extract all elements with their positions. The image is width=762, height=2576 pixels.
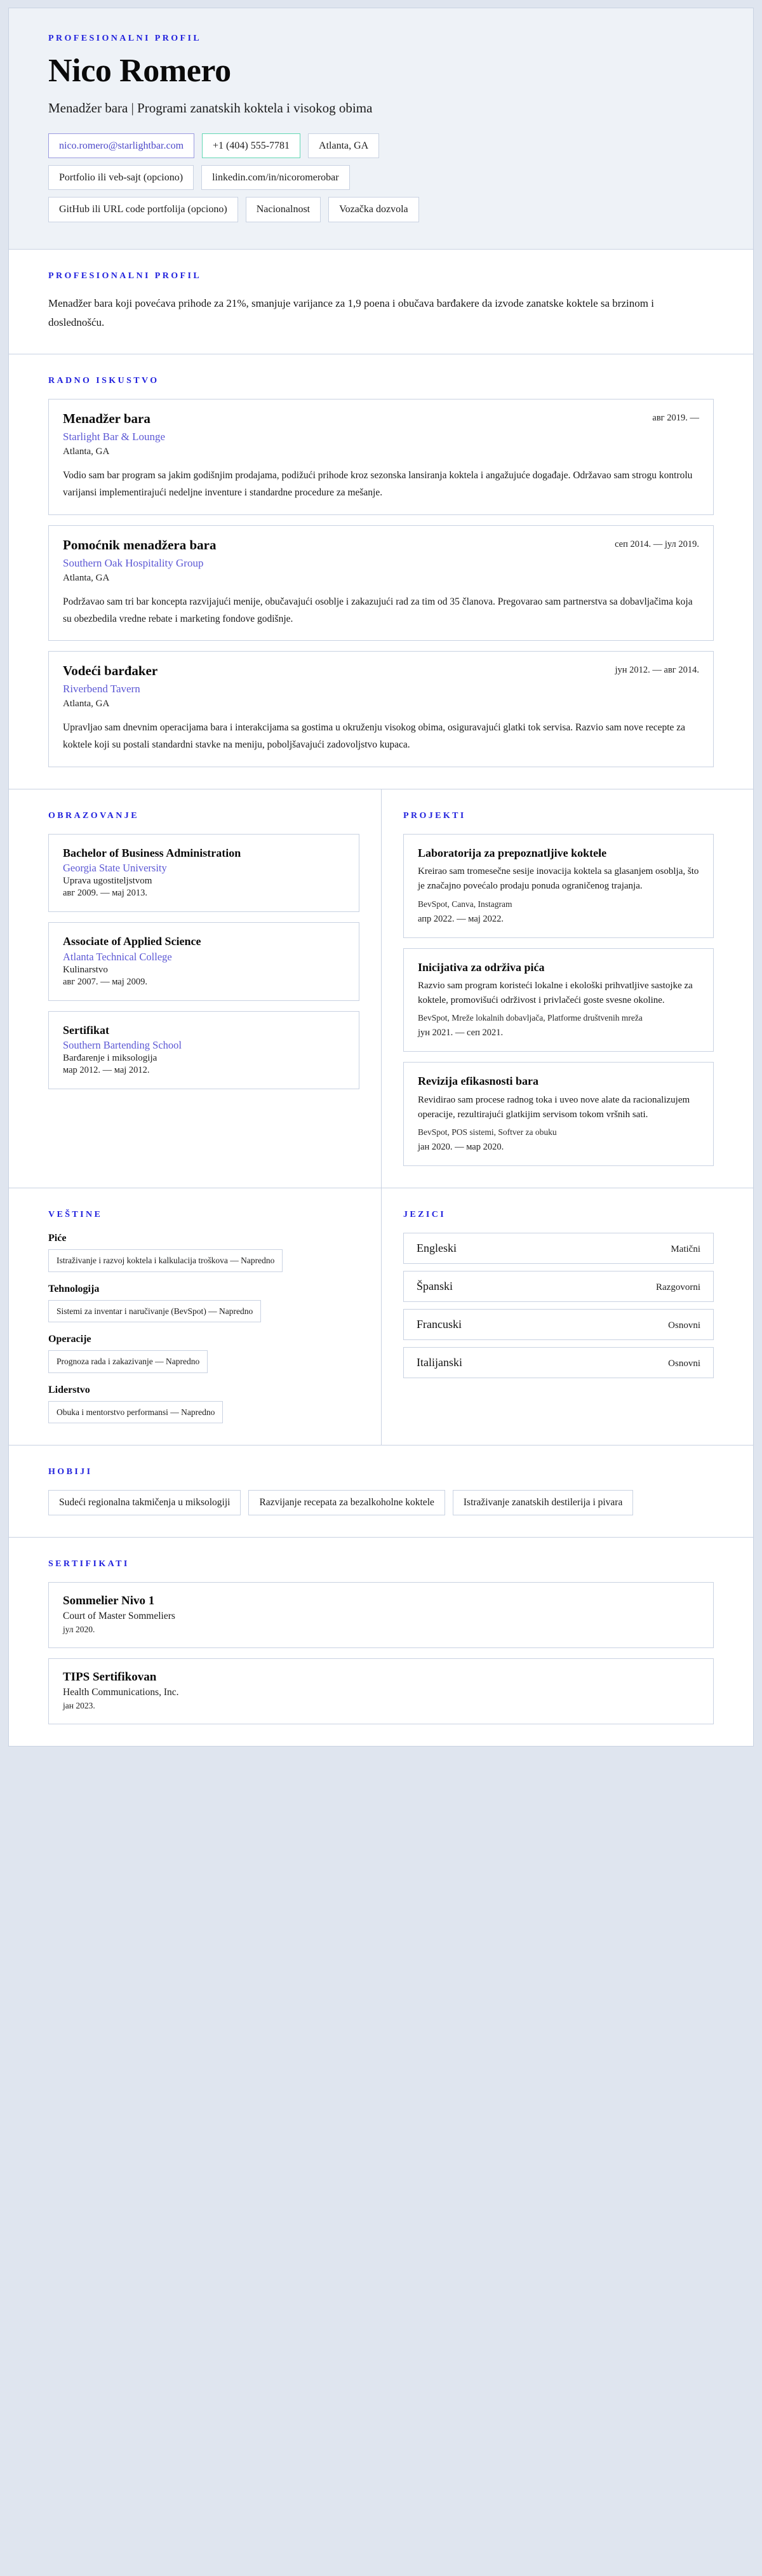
experience-item-header bbox=[63, 663, 699, 679]
language-item bbox=[403, 1233, 714, 1264]
language-item bbox=[403, 1309, 714, 1340]
experience-role: Menadžer bara bbox=[63, 411, 150, 426]
section-projects bbox=[381, 789, 753, 1188]
skill-pill-list bbox=[48, 1350, 359, 1373]
language-name: Francuski bbox=[417, 1318, 462, 1331]
skill-group bbox=[48, 1385, 359, 1424]
hobby-pill-list bbox=[48, 1490, 714, 1515]
education-school[interactable]: Georgia State University bbox=[63, 862, 167, 875]
experience-location: Atlanta, GA bbox=[63, 446, 110, 457]
certification-date: јул 2020. bbox=[63, 1625, 95, 1635]
language-item bbox=[403, 1347, 714, 1378]
experience-item bbox=[48, 651, 714, 767]
section-title-skills: VEŠTINE bbox=[48, 1210, 103, 1220]
project-description: Kreirao sam tromesečne sesije inovacija koktela sa glasanjem osoblja, što je značajno povećalo prodaju ponuda ograničenog trajanja. bbox=[418, 866, 699, 892]
section-languages bbox=[381, 1188, 753, 1445]
language-name: Italijanski bbox=[417, 1356, 462, 1369]
project-name: Revizija efikasnosti bara bbox=[418, 1075, 538, 1088]
skill-group bbox=[48, 1284, 359, 1323]
project-description: Razvio sam program koristeći lokalne i ekološki prihvatljive sastojke za koktele, promovišući održivost i privlačeći goste svesne okoline. bbox=[418, 980, 693, 1006]
language-name: Engleski bbox=[417, 1242, 457, 1255]
project-dates: јан 2020. — мар 2020. bbox=[418, 1142, 504, 1153]
section-title-certifications: SERTIFIKATI bbox=[48, 1559, 130, 1569]
education-school[interactable]: Atlanta Technical College bbox=[63, 950, 172, 963]
project-dates: апр 2022. — мај 2022. bbox=[418, 913, 504, 924]
skill-group bbox=[48, 1334, 359, 1373]
project-item bbox=[403, 1062, 714, 1166]
summary-text: Menadžer bara koji povećava prihode za 21%, smanjuje varijance za 1,9 poena i obučava barđakere da izvode zanatske koktele sa brzinom i doslednošću. bbox=[48, 297, 654, 328]
hobby-pill[interactable]: Sudeći regionalna takmičenja u miksologiji bbox=[48, 1490, 241, 1515]
education-dates: авг 2007. — мај 2009. bbox=[63, 976, 148, 987]
experience-company[interactable]: Southern Oak Hospitality Group bbox=[63, 556, 204, 569]
project-item bbox=[403, 948, 714, 1052]
section-title-experience: RADNO ISKUSTVO bbox=[48, 376, 159, 386]
section-title-summary: PROFESIONALNI PROFIL bbox=[48, 271, 202, 281]
candidate-name: Nico Romero bbox=[48, 53, 231, 89]
header-eyebrow: PROFESIONALNI PROFIL bbox=[48, 34, 202, 43]
skill-category: Liderstvo bbox=[48, 1384, 90, 1395]
hobby-pill[interactable]: Razvijanje recepata za bezalkoholne koktele bbox=[248, 1490, 444, 1515]
contact-chip-driving-license[interactable]: Vozačka dozvola bbox=[328, 197, 419, 222]
contact-chip-nationality[interactable]: Nacionalnost bbox=[246, 197, 321, 222]
project-dates: јун 2021. — сеп 2021. bbox=[418, 1028, 504, 1038]
experience-description: Upravljao sam dnevnim operacijama bara i interakcijama sa gostima u okruženju visokog obima, osiguravajući glatki tok servisa. Razvio sam nove recepte za koktele koji su postali standardni stavke na meniju, poboljšavajući zadovoljstvo kupaca. bbox=[63, 722, 686, 751]
education-dates: авг 2009. — мај 2013. bbox=[63, 888, 148, 899]
contact-chip-github[interactable]: GitHub ili URL code portfolija (opciono) bbox=[48, 197, 238, 222]
certification-issuer: Court of Master Sommeliers bbox=[63, 1611, 175, 1622]
experience-company[interactable]: Starlight Bar & Lounge bbox=[63, 431, 166, 443]
skill-group bbox=[48, 1233, 359, 1272]
project-name: Laboratorija za prepoznatljive koktele bbox=[418, 846, 607, 859]
candidate-headline: Menadžer bara | Programi zanatskih koktela i visokog obima bbox=[48, 100, 373, 116]
contact-chip-location[interactable]: Atlanta, GA bbox=[308, 133, 379, 158]
certification-name: Sommelier Nivo 1 bbox=[63, 1594, 155, 1608]
contact-chip-list bbox=[48, 133, 714, 222]
skill-pill[interactable]: Prognoza rada i zakazivanje — Napredno bbox=[48, 1350, 208, 1373]
experience-location: Atlanta, GA bbox=[63, 572, 110, 583]
experience-role: Vodeći barđaker bbox=[63, 663, 158, 679]
experience-role: Pomoćnik menadžera bara bbox=[63, 537, 217, 553]
section-skills bbox=[9, 1188, 381, 1445]
education-item bbox=[48, 1011, 359, 1090]
language-level: Osnovni bbox=[668, 1320, 700, 1331]
contact-chip-row-2 bbox=[48, 165, 714, 190]
language-level: Razgovorni bbox=[656, 1282, 700, 1293]
language-level: Matični bbox=[671, 1244, 700, 1255]
contact-chip-row-1 bbox=[48, 133, 714, 158]
resume-sheet bbox=[8, 8, 754, 1747]
experience-item bbox=[48, 525, 714, 641]
education-school[interactable]: Southern Bartending School bbox=[63, 1039, 182, 1052]
skill-pill[interactable]: Obuka i mentorstvo performansi — Napredno bbox=[48, 1401, 223, 1424]
skills-languages-row bbox=[9, 1188, 753, 1446]
experience-dates: сеп 2014. — јул 2019. bbox=[615, 539, 699, 549]
project-description: Revidirao sam procese radnog toka i uveo nove alate da racionalizujem operacije, rezultirajući glatkijim servisom tokom vršnih sati. bbox=[418, 1094, 690, 1120]
project-tools: BevSpot, Canva, Instagram bbox=[418, 899, 512, 909]
contact-chip-linkedin[interactable]: linkedin.com/in/nicoromerobar bbox=[201, 165, 350, 190]
section-education bbox=[9, 789, 381, 1188]
section-title-education: OBRAZOVANJE bbox=[48, 810, 139, 821]
education-degree: Associate of Applied Science bbox=[63, 935, 201, 948]
experience-dates: авг 2019. — bbox=[652, 413, 699, 423]
skill-pill[interactable]: Istraživanje i razvoj koktela i kalkulacija troškova — Napredno bbox=[48, 1249, 283, 1272]
certification-issuer: Health Communications, Inc. bbox=[63, 1687, 179, 1698]
education-item bbox=[48, 834, 359, 913]
experience-location: Atlanta, GA bbox=[63, 699, 110, 709]
experience-description: Podržavao sam tri bar koncepta razvijajući menije, obučavajući osoblje i zakazujući rad za tim od 35 članova. Pregovarao sam partnerstva sa dobavljačima koja su obezbedila vredne rebate i marketing fondove godišnje. bbox=[63, 596, 693, 624]
certification-date: јан 2023. bbox=[63, 1701, 95, 1711]
skill-pill-list bbox=[48, 1401, 359, 1424]
section-title-projects: PROJEKTI bbox=[403, 810, 466, 821]
section-title-hobbies: HOBIJI bbox=[48, 1467, 93, 1477]
skill-category: Piće bbox=[48, 1233, 67, 1244]
language-name: Španski bbox=[417, 1280, 453, 1293]
skill-category: Tehnologija bbox=[48, 1283, 100, 1294]
resume-header bbox=[9, 8, 753, 250]
experience-item-header bbox=[63, 411, 699, 427]
skill-category: Operacije bbox=[48, 1334, 91, 1345]
education-field: Barđarenje i miksologija bbox=[63, 1053, 157, 1064]
section-summary bbox=[9, 250, 753, 355]
education-projects-row bbox=[9, 789, 753, 1188]
education-item bbox=[48, 922, 359, 1001]
skill-pill-list bbox=[48, 1300, 359, 1323]
project-tools: BevSpot, POS sistemi, Softver za obuku bbox=[418, 1127, 557, 1137]
certification-item bbox=[48, 1658, 714, 1724]
section-certifications bbox=[9, 1538, 753, 1746]
project-item bbox=[403, 834, 714, 938]
hobby-pill[interactable]: Istraživanje zanatskih destilerija i pivara bbox=[453, 1490, 633, 1515]
certification-name: TIPS Sertifikovan bbox=[63, 1670, 157, 1684]
contact-chip-phone[interactable]: +1 (404) 555-7781 bbox=[202, 133, 300, 158]
contact-chip-email[interactable]: nico.romero@starlightbar.com bbox=[48, 133, 194, 158]
section-experience bbox=[9, 354, 753, 789]
experience-item-header bbox=[63, 537, 699, 553]
education-degree: Sertifikat bbox=[63, 1023, 109, 1036]
language-item bbox=[403, 1271, 714, 1302]
experience-description: Vodio sam bar program sa jakim godišnjim prodajama, podižući prihode kroz sezonska lansiranja koktela i angažujuće događaje. Održavao sam strogu kontrolu varijansi implementirajući nedeljne inventure i standardne procedure za mešanje. bbox=[63, 470, 693, 498]
experience-dates: јун 2012. — авг 2014. bbox=[615, 665, 699, 676]
project-name: Inicijativa za održiva pića bbox=[418, 960, 545, 974]
education-field: Uprava ugostiteljstvom bbox=[63, 876, 152, 887]
skill-pill[interactable]: Sistemi za inventar i naručivanje (BevSpot) — Napredno bbox=[48, 1300, 261, 1323]
certification-item bbox=[48, 1582, 714, 1648]
language-level: Osnovni bbox=[668, 1358, 700, 1369]
contact-chip-row-3 bbox=[48, 197, 714, 222]
contact-chip-portfolio[interactable]: Portfolio ili veb-sajt (opciono) bbox=[48, 165, 194, 190]
skill-pill-list bbox=[48, 1249, 359, 1272]
project-tools: BevSpot, Mreže lokalnih dobavljača, Platforme društvenih mreža bbox=[418, 1013, 643, 1023]
education-degree: Bachelor of Business Administration bbox=[63, 846, 241, 859]
education-dates: мар 2012. — мај 2012. bbox=[63, 1065, 150, 1076]
experience-company[interactable]: Riverbend Tavern bbox=[63, 683, 140, 695]
section-title-languages: JEZICI bbox=[403, 1210, 446, 1220]
section-hobbies bbox=[9, 1446, 753, 1538]
experience-item bbox=[48, 399, 714, 515]
education-field: Kulinarstvo bbox=[63, 964, 108, 975]
